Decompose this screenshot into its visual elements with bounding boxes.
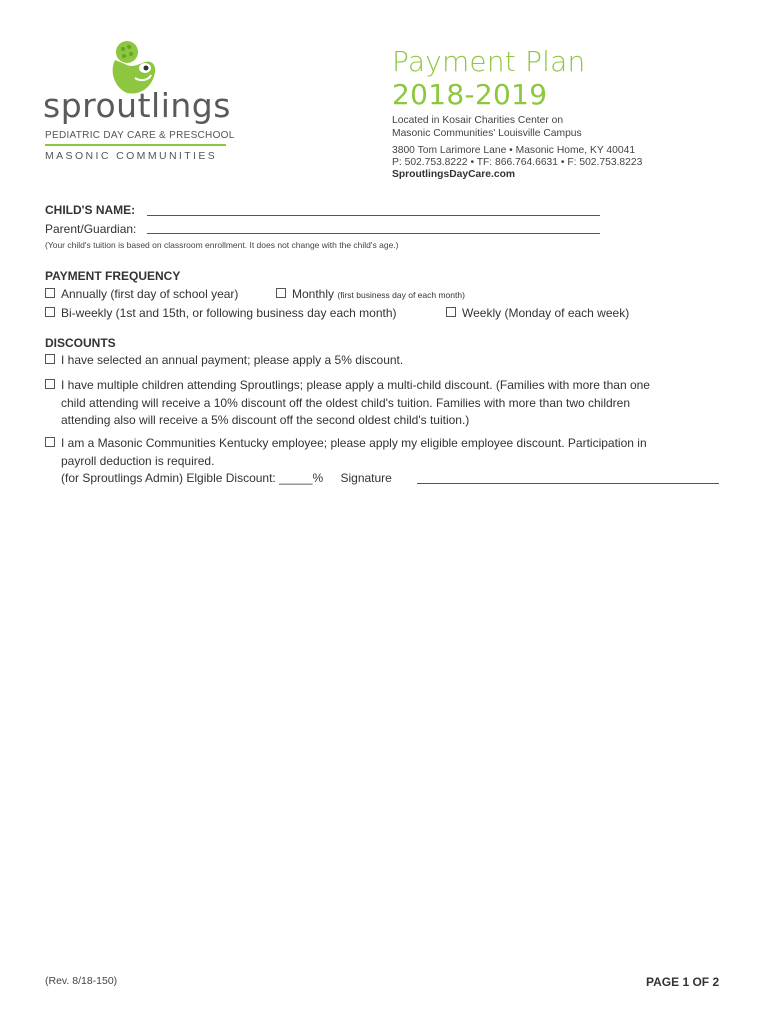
discounts-heading: DISCOUNTS [45, 336, 116, 350]
checkbox-biweekly[interactable] [45, 307, 55, 317]
option-weekly-label: Weekly (Monday of each week) [462, 306, 630, 320]
website-link[interactable]: SproutlingsDayCare.com [392, 169, 516, 180]
address: 3800 Tom Larimore Lane • Masonic Home, KY 40041 [392, 145, 636, 156]
tuition-note: (Your child's tuition is based on classroom enrollment. It does not change with the child's age.) [45, 240, 399, 250]
checkbox-employee-discount[interactable] [45, 437, 55, 447]
checkbox-multi-child-discount[interactable] [45, 379, 55, 389]
location-line-1: Located in Kosair Charities Center on [392, 115, 564, 126]
location-line-2: Masonic Communities' Louisville Campus [392, 128, 582, 139]
signature-field[interactable] [417, 483, 719, 484]
discount-annual-label: I have selected an annual payment; please apply a 5% discount. [61, 353, 404, 367]
checkbox-weekly[interactable] [446, 307, 456, 317]
option-biweekly[interactable] [45, 306, 397, 320]
option-biweekly-label: Bi-weekly (1st and 15th, or following business day each month) [61, 306, 397, 320]
checkbox-annual-discount[interactable] [45, 354, 55, 364]
page-years: 2018-2019 [392, 78, 548, 111]
logo-divider [45, 144, 226, 146]
logo-org: MASONIC COMMUNITIES [45, 150, 218, 162]
child-name-field[interactable] [147, 215, 600, 216]
parent-guardian-label: Parent/Guardian: [45, 222, 137, 236]
option-weekly[interactable] [446, 306, 629, 320]
logo-wordmark: sproutlings [43, 86, 231, 125]
payment-frequency-heading: PAYMENT FREQUENCY [45, 269, 181, 283]
parent-guardian-field[interactable] [147, 233, 600, 234]
discount-employee-line-2: payroll deduction is required. [61, 453, 215, 468]
discount-multi-line-3: attending also will receive a 5% discount off the second oldest child's tuition.) [61, 413, 470, 427]
discount-employee-line-1: I am a Masonic Communities Kentucky employee; please apply my eligible employee discount. Participation in [61, 436, 647, 450]
revision-code: (Rev. 8/18-150) [45, 975, 118, 987]
phone-numbers: P: 502.753.8222 • TF: 866.764.6631 • F: 502.753.8223 [392, 157, 643, 168]
checkbox-annually[interactable] [45, 288, 55, 298]
admin-discount-row [45, 470, 647, 488]
option-monthly-label: Monthly [292, 287, 335, 301]
discount-multi-child[interactable] [45, 377, 650, 430]
logo-subtitle: PEDIATRIC DAY CARE & PRESCHOOL [45, 130, 235, 141]
option-annually[interactable] [45, 287, 238, 301]
discount-annual[interactable] [45, 353, 403, 367]
child-name-label: CHILD'S NAME: [45, 203, 136, 217]
option-monthly-note: (first business day of each month) [337, 290, 465, 300]
discount-employee[interactable] [45, 435, 647, 488]
page-title: Payment Plan [392, 45, 586, 78]
checkbox-monthly[interactable] [276, 288, 286, 298]
discount-multi-line-2: child attending will receive a 10% discount off the oldest child's tuition. Families with more than two children [61, 395, 631, 410]
eligible-discount-label: (for Sproutlings Admin) Elgible Discount: _____% [61, 471, 324, 485]
discount-multi-line-1: I have multiple children attending Sproutlings; please apply a multi-child discount. (Families with more than one [61, 378, 650, 392]
page-number: PAGE 1 OF 2 [646, 975, 720, 989]
signature-label: Signature [340, 471, 392, 485]
option-monthly[interactable] [276, 287, 465, 301]
option-annually-label: Annually (first day of school year) [61, 287, 239, 301]
